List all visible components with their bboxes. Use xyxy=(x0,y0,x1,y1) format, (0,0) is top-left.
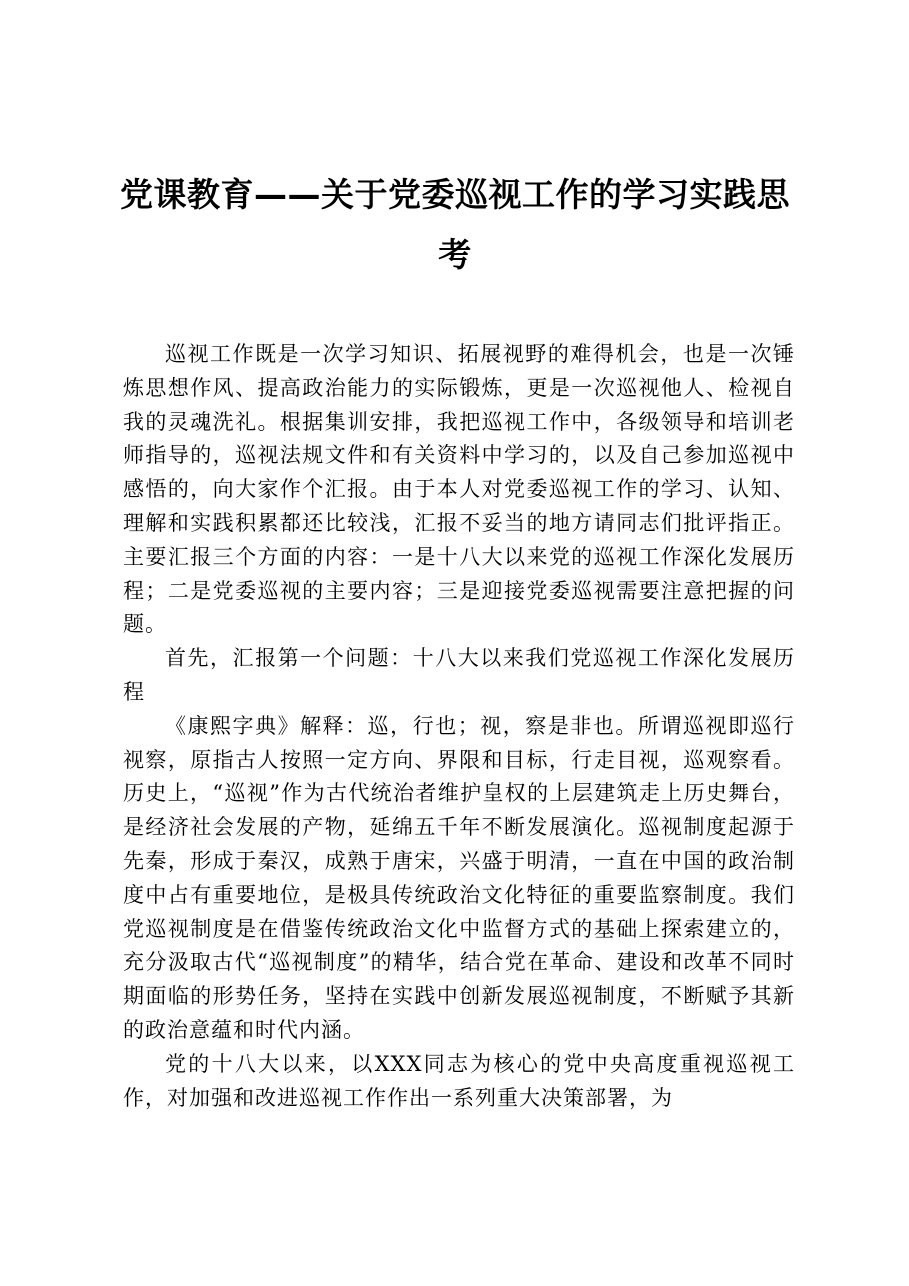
document-title: 党课教育——关于党委巡视工作的学习实践思考 xyxy=(120,175,790,274)
paragraph-since-18th-congress: 党的十八大以来，以XXX同志为核心的党中央高度重视巡视工作，对加强和改进巡视工作作出一系列重大决策部署，为 xyxy=(123,1051,795,1110)
document-body xyxy=(123,338,795,1115)
paragraph-intro: 巡视工作既是一次学习知识、拓展视野的难得机会，也是一次锤炼思想作风、提高政治能力的实际锻炼，更是一次巡视他人、检视自我的灵魂洗礼。根据集训安排，我把巡视工作中，各级领导和培训老师指导的，巡视法规文件和有关资料中学习的，以及自己参加巡视中感悟的，向大家作个汇报。由于本人对党委巡视工作的学习、认知、理解和实践积累都还比较浅，汇报不妥当的地方请同志们批评指正。主要汇报三个方面的内容：一是十八大以来党的巡视工作深化发展历程；二是党委巡视的主要内容；三是迎接党委巡视需要注意把握的问题。 xyxy=(123,342,795,637)
paragraph-section-heading: 首先，汇报第一个问题：十八大以来我们党巡视工作深化发展历程 xyxy=(123,646,795,704)
paragraph-history: 《康熙字典》解释：巡，行也；视，察是非也。所谓巡视即巡行视察，原指古人按照一定方向、界限和目标，行走目视，巡观察看。历史上，“巡视”作为古代统治者维护皇权的上层建筑走上历史舞台，是经济社会发展的产物，延绵五千年不断发展演化。巡视制度起源于先秦，形成于秦汉，成熟于唐宋，兴盛于明清，一直在中国的政治制度中占有重要地位，是极具传统政治文化特征的重要监察制度。我们党巡视制度是在借鉴传统政治文化中监督方式的基础上探索建立的，充分汲取古代“巡视制度”的精华，结合党在革命、建设和改革不同时期面临的形势任务，坚持在实践中创新发展巡视制度，不断赋予其新的政治意蕴和时代内涵。 xyxy=(123,713,795,1042)
